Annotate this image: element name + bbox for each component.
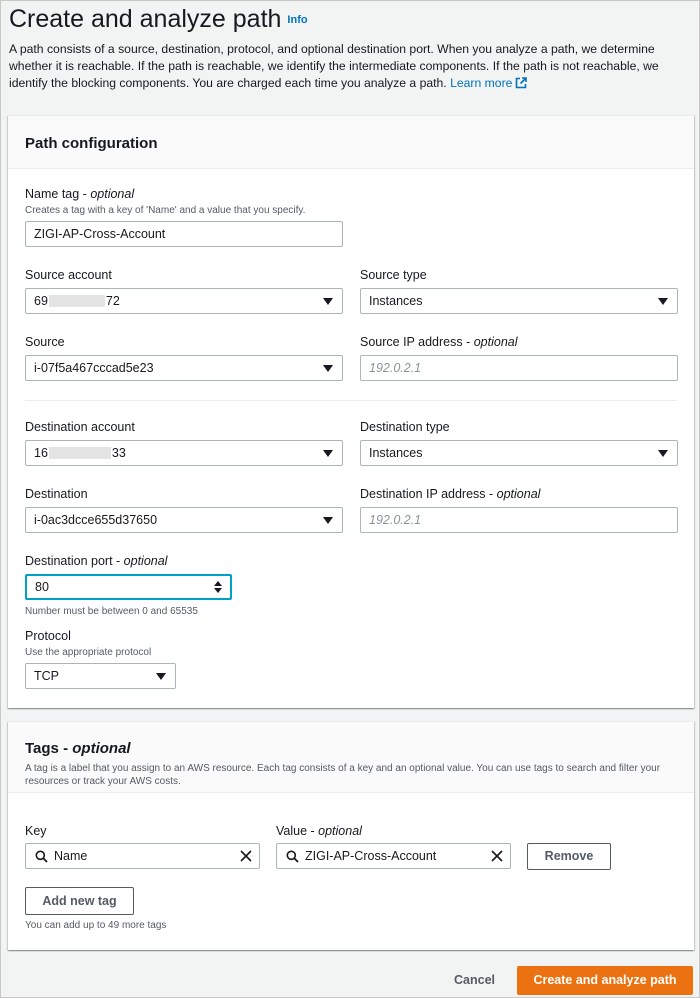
page-title	[9, 5, 308, 34]
protocol-select[interactable]	[25, 663, 176, 689]
tags-title-text: Tags	[25, 740, 59, 757]
tags-optional: optional	[72, 740, 131, 757]
protocol-label: Protocol	[25, 629, 71, 643]
path-configuration-panel	[8, 115, 694, 708]
stepper-down-icon[interactable]	[214, 588, 222, 593]
tags-header	[8, 722, 694, 793]
destination-value: i-0ac3dcce655d37650	[34, 513, 158, 527]
tag-value-label-text: Value	[276, 824, 308, 838]
remove-tag-button[interactable]: Remove	[527, 843, 611, 870]
caret-down-icon	[323, 450, 333, 457]
source-type-select[interactable]	[360, 288, 678, 314]
caret-down-icon	[658, 450, 668, 457]
destination-port-optional: optional	[123, 554, 168, 568]
destination-account-prefix: 16	[34, 446, 48, 460]
tag-key-label: Key	[25, 824, 47, 838]
tags-limit-hint: You can add up to 49 more tags	[25, 920, 167, 931]
info-link[interactable]: Info	[287, 14, 308, 27]
cancel-button[interactable]: Cancel	[454, 973, 495, 987]
redacted-mask	[49, 295, 105, 307]
caret-down-icon	[323, 298, 333, 305]
tags-description: A tag is a label that you assign to an AWS resource. Each tag consists of a key and an optional value. You can use tags to search and filter your resources or track your AWS costs.	[25, 763, 661, 787]
add-new-tag-button[interactable]: Add new tag	[25, 887, 134, 915]
source-ip-input[interactable]: 192.0.2.1	[360, 355, 678, 381]
source-account-prefix: 69	[34, 294, 48, 308]
search-icon	[35, 850, 48, 863]
destination-account-select[interactable]	[25, 440, 343, 466]
learn-more-link[interactable]	[450, 76, 527, 90]
destination-account-label: Destination account	[25, 420, 135, 434]
name-tag-optional: optional	[90, 187, 135, 201]
tag-value-value: ZIGI-AP-Cross-Account	[305, 849, 437, 863]
protocol-value: TCP	[34, 669, 59, 683]
close-icon[interactable]	[240, 850, 252, 862]
source-ip-label-text: Source IP address	[360, 335, 463, 349]
source-label: Source	[25, 335, 65, 349]
tags-panel	[8, 721, 694, 950]
search-icon	[286, 850, 299, 863]
create-and-analyze-path-button[interactable]: Create and analyze path	[517, 966, 693, 995]
source-account-label: Source account	[25, 268, 112, 282]
number-stepper-icon[interactable]	[214, 581, 222, 593]
tags-title: Tags - optional	[25, 740, 131, 757]
name-tag-label: Name tag - optional	[25, 187, 135, 201]
source-ip-label: Source IP address - optional	[360, 335, 518, 349]
caret-down-icon	[658, 298, 668, 305]
destination-account-suffix: 33	[111, 446, 126, 460]
destination-select[interactable]	[25, 507, 343, 533]
destination-ip-label-text: Destination IP address	[360, 487, 486, 501]
name-tag-label-text: Name tag	[25, 187, 80, 201]
tag-key-input[interactable]	[25, 843, 260, 869]
destination-label: Destination	[25, 487, 88, 501]
caret-down-icon	[323, 517, 333, 524]
source-account-select[interactable]	[25, 288, 343, 314]
redacted-mask	[49, 447, 111, 459]
name-tag-input[interactable]: ZIGI-AP-Cross-Account	[25, 221, 343, 247]
stepper-up-icon[interactable]	[214, 581, 222, 586]
destination-port-label-text: Destination port	[25, 554, 113, 568]
name-tag-hint: Creates a tag with a key of 'Name' and a value that you specify.	[25, 205, 306, 216]
path-configuration-title: Path configuration	[25, 135, 158, 152]
learn-more-label: Learn more	[450, 76, 513, 90]
destination-ip-input[interactable]: 192.0.2.1	[360, 507, 678, 533]
protocol-hint: Use the appropriate protocol	[25, 647, 152, 658]
source-select[interactable]	[25, 355, 343, 381]
path-configuration-header	[8, 116, 694, 169]
tag-value-label: Value - optional	[276, 824, 362, 838]
page-title-text: Create and analyze path	[9, 5, 282, 33]
source-ip-optional: optional	[473, 335, 518, 349]
destination-type-label: Destination type	[360, 420, 450, 434]
tag-key-value: Name	[54, 849, 88, 863]
tag-value-optional: optional	[318, 824, 362, 838]
section-divider	[25, 400, 677, 401]
source-value: i-07f5a467cccad5e23	[34, 361, 154, 375]
source-account-suffix: 72	[105, 294, 120, 308]
close-icon[interactable]	[491, 850, 503, 862]
destination-port-hint: Number must be between 0 and 65535	[25, 606, 198, 617]
destination-port-value: 80	[35, 580, 49, 594]
tag-value-input[interactable]	[276, 843, 511, 869]
destination-ip-optional: optional	[496, 487, 541, 501]
destination-type-select[interactable]	[360, 440, 678, 466]
caret-down-icon	[156, 673, 166, 680]
destination-ip-label: Destination IP address - optional	[360, 487, 541, 501]
caret-down-icon	[323, 365, 333, 372]
page-description-text: A path consists of a source, destination, protocol, and optional destination port. When you analyze a path, we determine whether it is reachable. If the path is reachable, we identify the intermediate components. If the path is not reachable, we identify the blocking components. You are charged each time you analyze a path.	[9, 42, 659, 90]
destination-type-value: Instances	[369, 446, 423, 460]
source-type-value: Instances	[369, 294, 423, 308]
external-link-icon	[515, 77, 527, 89]
destination-port-input[interactable]	[25, 574, 232, 600]
source-type-label: Source type	[360, 268, 427, 282]
page-description	[9, 41, 693, 92]
destination-port-label: Destination port - optional	[25, 554, 168, 568]
